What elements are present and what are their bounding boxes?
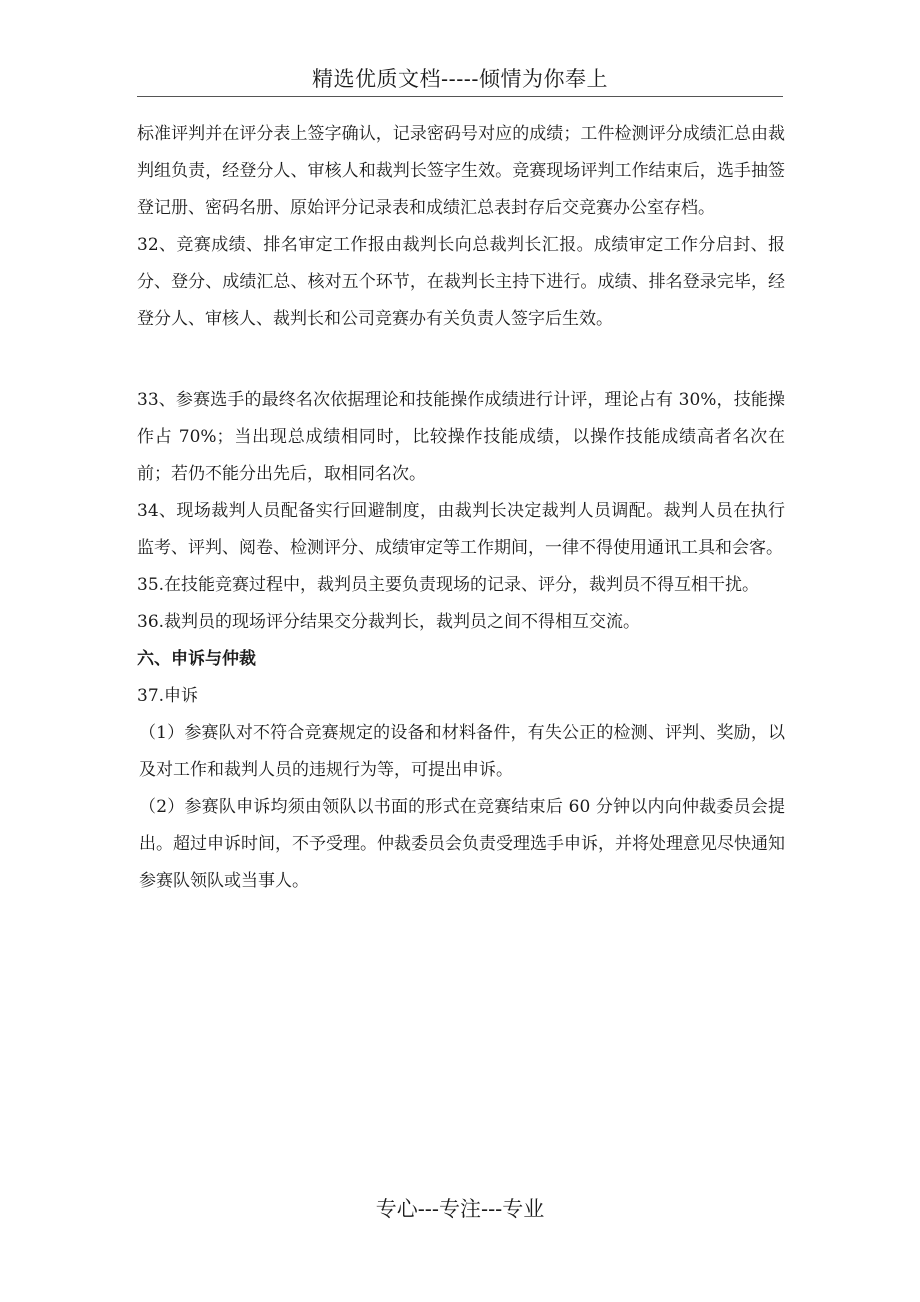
- paragraph-36: 36.裁判员的现场评分结果交分裁判长，裁判员之间不得相互交流。: [137, 612, 641, 632]
- page-header: 精选优质文档-----倾情为你奉上: [312, 67, 608, 91]
- document-body: [137, 116, 785, 900]
- paragraph-34: 34、现场裁判人员配备实行回避制度，由裁判长决定裁判人员调配。裁判人员在执行监考、评判、阅卷、检测评分、成绩审定等工作期间，一律不得使用通讯工具和会客。: [137, 501, 785, 558]
- paragraph-32: 32、竞赛成绩、排名审定工作报由裁判长向总裁判长汇报。成绩审定工作分启封、报分、登分、成绩汇总、核对五个环节，在裁判长主持下进行。成绩、排名登录完毕，经登分人、审核人、裁判长和公司竞赛办有关负责人签字后生效。: [137, 235, 785, 329]
- paragraph-35: 35.在技能竞赛过程中，裁判员主要负责现场的记录、评分，裁判员不得互相干扰。: [137, 575, 760, 595]
- paragraph-37-title: 37.申诉: [137, 686, 199, 706]
- paragraph-37-item-2: （2）参赛队申诉均须由领队以书面的形式在竞赛结束后 60 分钟以内向仲裁委员会提出。超过申诉时间，不予受理。仲裁委员会负责受理选手申诉，并将处理意见尽快通知参赛队领队或当事人。: [139, 797, 785, 891]
- section-heading-6: 六、申诉与仲裁: [137, 649, 256, 669]
- paragraph-continued: 标准评判并在评分表上签字确认，记录密码号对应的成绩；工件检测评分成绩汇总由裁判组负责，经登分人、审核人和裁判长签字生效。竞赛现场评判工作结束后，选手抽签登记册、密码名册、原始评分记录表和成绩汇总表封存后交竞赛办公室存档。: [137, 124, 785, 218]
- page-footer: 专心---专注---专业: [375, 1197, 545, 1221]
- header-rule: [137, 96, 783, 97]
- paragraph-37-item-1: （1）参赛队对不符合竞赛规定的设备和材料备件，有失公正的检测、评判、奖励，以及对工作和裁判人员的违规行为等，可提出申诉。: [139, 723, 785, 780]
- paragraph-33: 33、参赛选手的最终名次依据理论和技能操作成绩进行计评，理论占有 30%，技能操作占 70%；当出现总成绩相同时，比较操作技能成绩，以操作技能成绩高者名次在前；若仍不能分出先后，取相同名次。: [137, 390, 785, 484]
